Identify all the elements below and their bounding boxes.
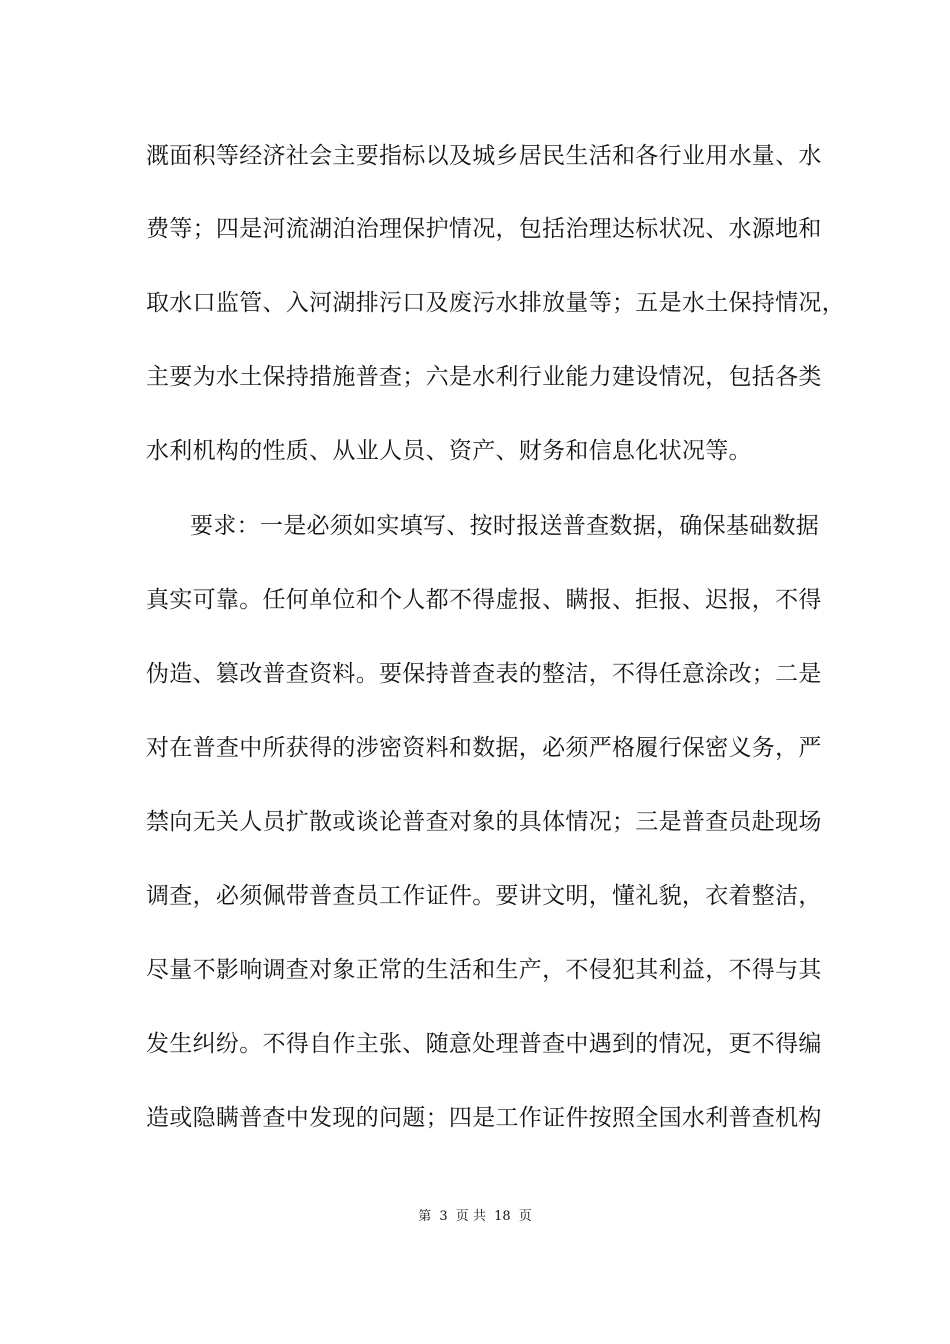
paragraph-line: 溉面积等经济社会主要指标以及城乡居民生活和各行业用水量、水 (146, 143, 822, 169)
footer-prefix: 第 (418, 1209, 432, 1224)
paragraph-line: 发生纠纷。不得自作主张、随意处理普查中遇到的情况，更不得编 (146, 1031, 822, 1057)
paragraph-line: 水利机构的性质、从业人员、资产、财务和信息化状况等。 (146, 438, 752, 464)
footer-suffix: 页 (518, 1209, 532, 1224)
paragraph-line: 尽量不影响调查对象正常的生活和生产，不侵犯其利益，不得与其 (146, 957, 822, 983)
paragraph-line: 真实可靠。任何单位和个人都不得虚报、瞒报、拒报、迟报，不得 (146, 587, 822, 613)
paragraph-line: 要求：一是必须如实填写、按时报送普查数据，确保基础数据 (190, 513, 820, 539)
page-footer (0, 1208, 950, 1226)
paragraph-line: 调查，必须佩带普查员工作证件。要讲文明，懂礼貌，衣着整洁， (146, 883, 822, 909)
paragraph-line: 对在普查中所获得的涉密资料和数据，必须严格履行保密义务，严 (146, 735, 822, 761)
paragraph-line: 主要为水土保持措施普查；六是水利行业能力建设情况，包括各类 (146, 364, 822, 390)
footer-page-number: 3 (439, 1209, 448, 1224)
footer-total-pages: 18 (494, 1209, 511, 1224)
paragraph-line: 费等；四是河流湖泊治理保护情况，包括治理达标状况、水源地和 (146, 216, 822, 242)
paragraph-line: 取水口监管、入河湖排污口及废污水排放量等；五是水土保持情况， (146, 290, 845, 316)
footer-middle: 页 共 (455, 1209, 486, 1224)
paragraph-line: 造或隐瞒普查中发现的问题；四是工作证件按照全国水利普查机构 (146, 1105, 822, 1131)
paragraph-line: 禁向无关人员扩散或谈论普查对象的具体情况；三是普查员赴现场 (146, 809, 822, 835)
paragraph-line: 伪造、篡改普查资料。要保持普查表的整洁，不得任意涂改；二是 (146, 661, 822, 687)
